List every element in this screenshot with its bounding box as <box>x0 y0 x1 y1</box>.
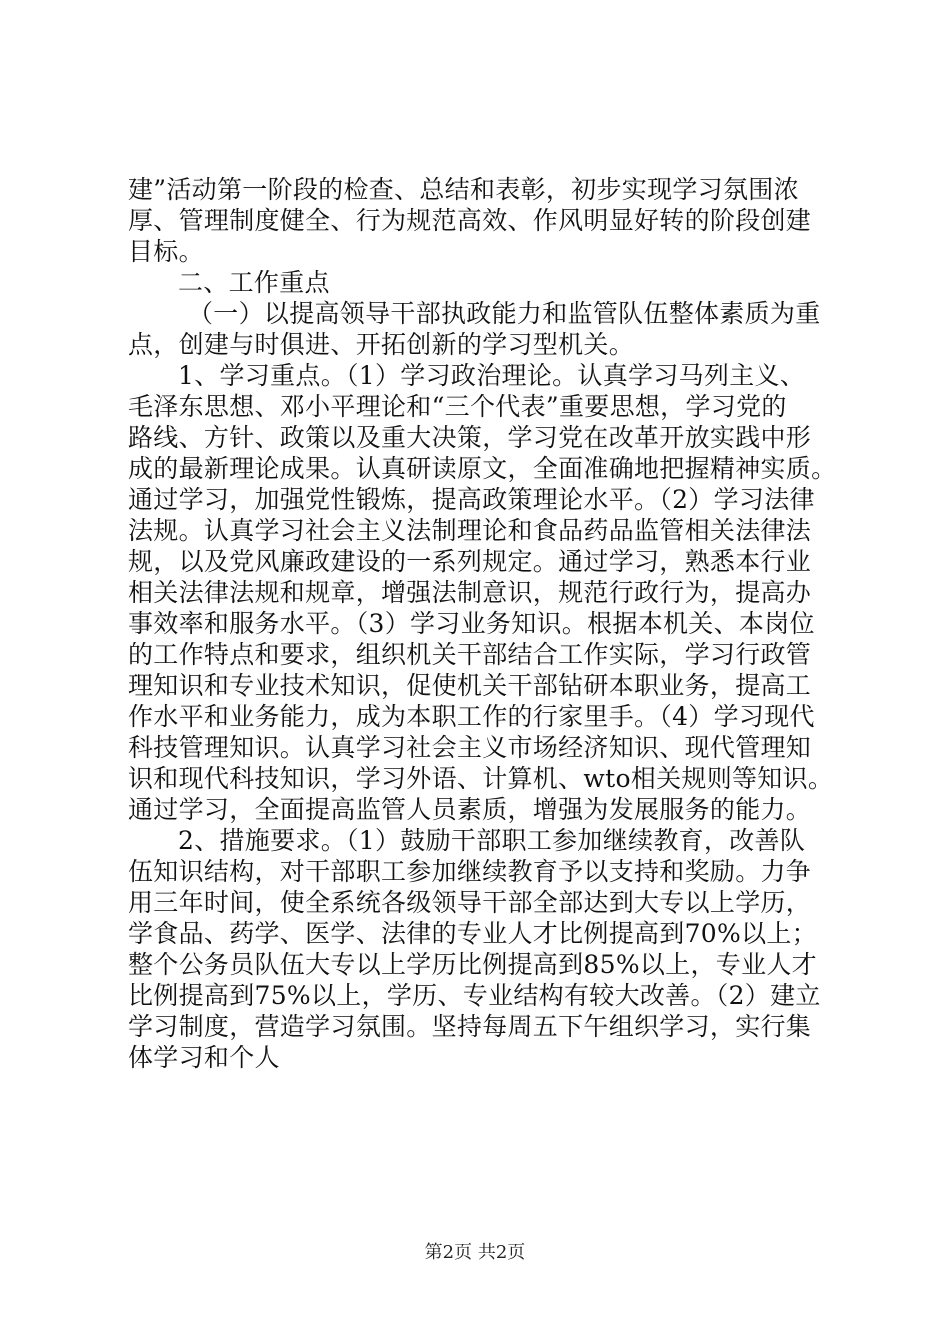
subsection-heading: （一）以提高领导干部执政能力和监管队伍整体素质为重 <box>188 299 821 328</box>
text-line: 路线、方针、政策以及重大决策，学习党在改革开放实践中形 <box>128 423 812 452</box>
text-line: 比例提高到75%以上，学历、专业结构有较大改善。（2）建立 <box>128 981 821 1010</box>
document-body <box>128 174 837 1073</box>
text-line: 事效率和服务水平。（3）学习业务知识。根据本机关、本岗位 <box>128 609 815 638</box>
text-line: 相关法律法规和规章，增强法制意识，规范行政行为，提高办 <box>128 578 812 607</box>
text-line: 通过学习，全面提高监管人员素质，增强为发展服务的能力。 <box>128 795 812 824</box>
text-line: 厚、管理制度健全、行为规范高效、作风明显好转的阶段创建 <box>128 206 812 235</box>
text-line: 伍知识结构，对干部职工参加继续教育予以支持和奖励。力争 <box>128 857 812 886</box>
text-line: 理知识和专业技术知识，促使机关干部钻研本职业务，提高工 <box>128 671 812 700</box>
text-line: 点，创建与时俱进、开拓创新的学习型机关。 <box>128 330 635 359</box>
text-line: 毛泽东思想、邓小平理论和“三个代表”重要思想，学习党的 <box>128 392 787 421</box>
text-line: 学食品、药学、医学、法律的专业人才比例提高到70%以上； <box>128 919 817 948</box>
text-line: 目标。 <box>128 237 204 266</box>
text-line: 整个公务员队伍大专以上学历比例提高到85%以上，专业人才 <box>128 950 817 979</box>
text-line: 作水平和业务能力，成为本职工作的行家里手。（4）学习现代 <box>128 702 815 731</box>
text-line: 的工作特点和要求，组织机关干部结合工作实际，学习行政管 <box>128 640 812 669</box>
text-line: 体学习和个人 <box>128 1043 280 1072</box>
text-line: 通过学习，加强党性锻炼，提高政策理论水平。（2）学习法律 <box>128 485 815 514</box>
text-line: 法规。认真学习社会主义法制理论和食品药品监管相关法律法 <box>128 516 812 545</box>
text-line: 科技管理知识。认真学习社会主义市场经济知识、现代管理知 <box>128 733 812 762</box>
text-line: 规，以及党风廉政建设的一系列规定。通过学习，熟悉本行业 <box>128 547 812 576</box>
paragraph-start: 1、学习重点。（1）学习政治理论。认真学习马列主义、 <box>178 361 806 390</box>
text-line: 建”活动第一阶段的检查、总结和表彰，初步实现学习氛围浓 <box>128 175 799 204</box>
text-line: 成的最新理论成果。认真研读原文，全面准确地把握精神实质。 <box>128 454 837 483</box>
text-line: 识和现代科技知识，学习外语、计算机、wto相关规则等知识。 <box>128 764 834 793</box>
page-number: 第2页 共2页 <box>424 1242 526 1263</box>
text-line: 学习制度，营造学习氛围。坚持每周五下午组织学习，实行集 <box>128 1012 812 1041</box>
paragraph-start: 2、措施要求。（1）鼓励干部职工参加继续教育，改善队 <box>178 826 806 855</box>
section-heading: 二、工作重点 <box>178 268 330 297</box>
text-line: 用三年时间，使全系统各级领导干部全部达到大专以上学历， <box>128 888 812 917</box>
